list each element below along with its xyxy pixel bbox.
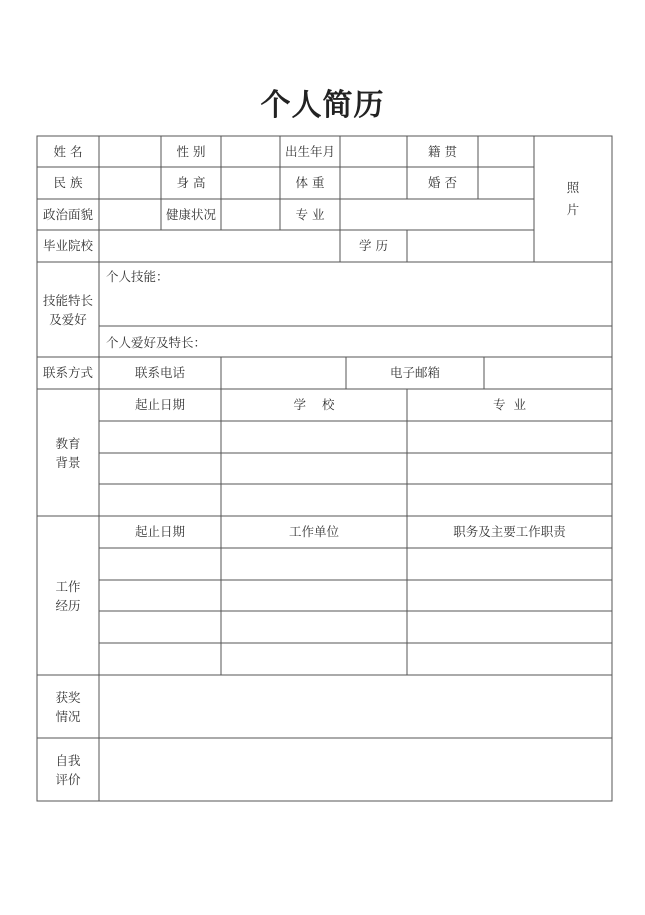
label-gender: 性 别	[176, 143, 206, 159]
education-header-major: 专 业	[493, 397, 526, 412]
hobbies-label: 个人爱好及特长：	[106, 335, 207, 350]
work-header-duties: 职务及主要工作职责	[453, 524, 566, 539]
education-header-school: 学 校	[293, 397, 335, 412]
personal-skills-label: 个人技能：	[106, 269, 169, 284]
label-email: 电子邮箱	[389, 365, 440, 380]
major-field[interactable]	[341, 200, 533, 229]
personal-skills-field[interactable]	[100, 287, 611, 325]
label-name: 姓 名	[53, 143, 83, 159]
work-row-1-employer[interactable]	[222, 549, 406, 579]
health-field[interactable]	[222, 200, 279, 229]
label-height: 身 高	[176, 175, 206, 190]
label-political: 政治面貌	[42, 206, 93, 222]
photo-label: 照 片	[566, 180, 580, 217]
education-section-text: 教育 背景	[55, 435, 81, 470]
work-header-dates: 起止日期	[134, 524, 185, 539]
education-row-1-school[interactable]	[222, 422, 406, 452]
education-row-3-major[interactable]	[408, 485, 611, 515]
work-row-4-employer[interactable]	[222, 644, 406, 674]
phone-field[interactable]	[222, 358, 345, 388]
skills-section-text: 技能特长 及爱好	[42, 292, 93, 327]
awards-field[interactable]	[100, 676, 611, 737]
self-eval-section-text: 自我 评价	[55, 752, 81, 787]
work-row-2-employer[interactable]	[222, 581, 406, 610]
page-title: 个人简历	[260, 88, 385, 123]
label-degree: 学 历	[359, 238, 388, 253]
work-row-4-duties[interactable]	[408, 644, 611, 674]
education-row-1-dates[interactable]	[100, 422, 220, 452]
self-eval-field[interactable]	[100, 739, 611, 800]
political-field[interactable]	[100, 200, 160, 229]
gender-field[interactable]	[222, 137, 279, 166]
education-row-2-dates[interactable]	[100, 454, 220, 483]
work-header-employer: 工作单位	[288, 524, 339, 539]
label-major: 专 业	[295, 206, 325, 222]
contact-section-label: 联系方式	[42, 365, 93, 380]
self-eval-section-label	[37, 738, 99, 801]
education-row-1-major[interactable]	[408, 422, 611, 452]
marital-field[interactable]	[479, 168, 533, 198]
label-health: 健康状况	[165, 206, 216, 222]
label-weight: 体 重	[295, 175, 325, 190]
education-row-2-school[interactable]	[222, 454, 406, 483]
label-school: 毕业院校	[42, 238, 93, 253]
work-row-2-dates[interactable]	[100, 581, 220, 610]
email-field[interactable]	[485, 358, 611, 388]
label-marital: 婚 否	[428, 175, 457, 190]
work-section-label	[37, 516, 99, 675]
education-header-dates: 起止日期	[134, 397, 185, 412]
label-ethnicity: 民 族	[53, 175, 83, 190]
school-field[interactable]	[100, 231, 339, 261]
origin-field[interactable]	[479, 137, 533, 166]
awards-section-text: 获奖 情况	[55, 689, 81, 724]
work-row-1-duties[interactable]	[408, 549, 611, 579]
education-section-label	[37, 389, 99, 516]
work-section-text: 工作 经历	[55, 578, 81, 613]
hobbies-field[interactable]	[230, 327, 611, 356]
work-row-2-duties[interactable]	[408, 581, 611, 610]
birth-field[interactable]	[341, 137, 406, 166]
education-row-3-dates[interactable]	[100, 485, 220, 515]
ethnicity-field[interactable]	[100, 168, 160, 198]
awards-section-label	[37, 675, 99, 738]
education-row-2-major[interactable]	[408, 454, 611, 483]
work-row-1-dates[interactable]	[100, 549, 220, 579]
work-row-3-dates[interactable]	[100, 612, 220, 642]
label-phone: 联系电话	[134, 365, 185, 380]
photo-placeholder[interactable]	[534, 136, 612, 262]
work-row-4-dates[interactable]	[100, 644, 220, 674]
weight-field[interactable]	[341, 168, 406, 198]
work-row-3-employer[interactable]	[222, 612, 406, 642]
education-row-3-school[interactable]	[222, 485, 406, 515]
name-field[interactable]	[100, 137, 160, 166]
work-row-3-duties[interactable]	[408, 612, 611, 642]
label-birth: 出生年月	[284, 143, 335, 159]
height-field[interactable]	[222, 168, 279, 198]
degree-field[interactable]	[408, 231, 533, 261]
skills-section-label	[37, 262, 99, 357]
label-origin: 籍 贯	[428, 143, 457, 159]
